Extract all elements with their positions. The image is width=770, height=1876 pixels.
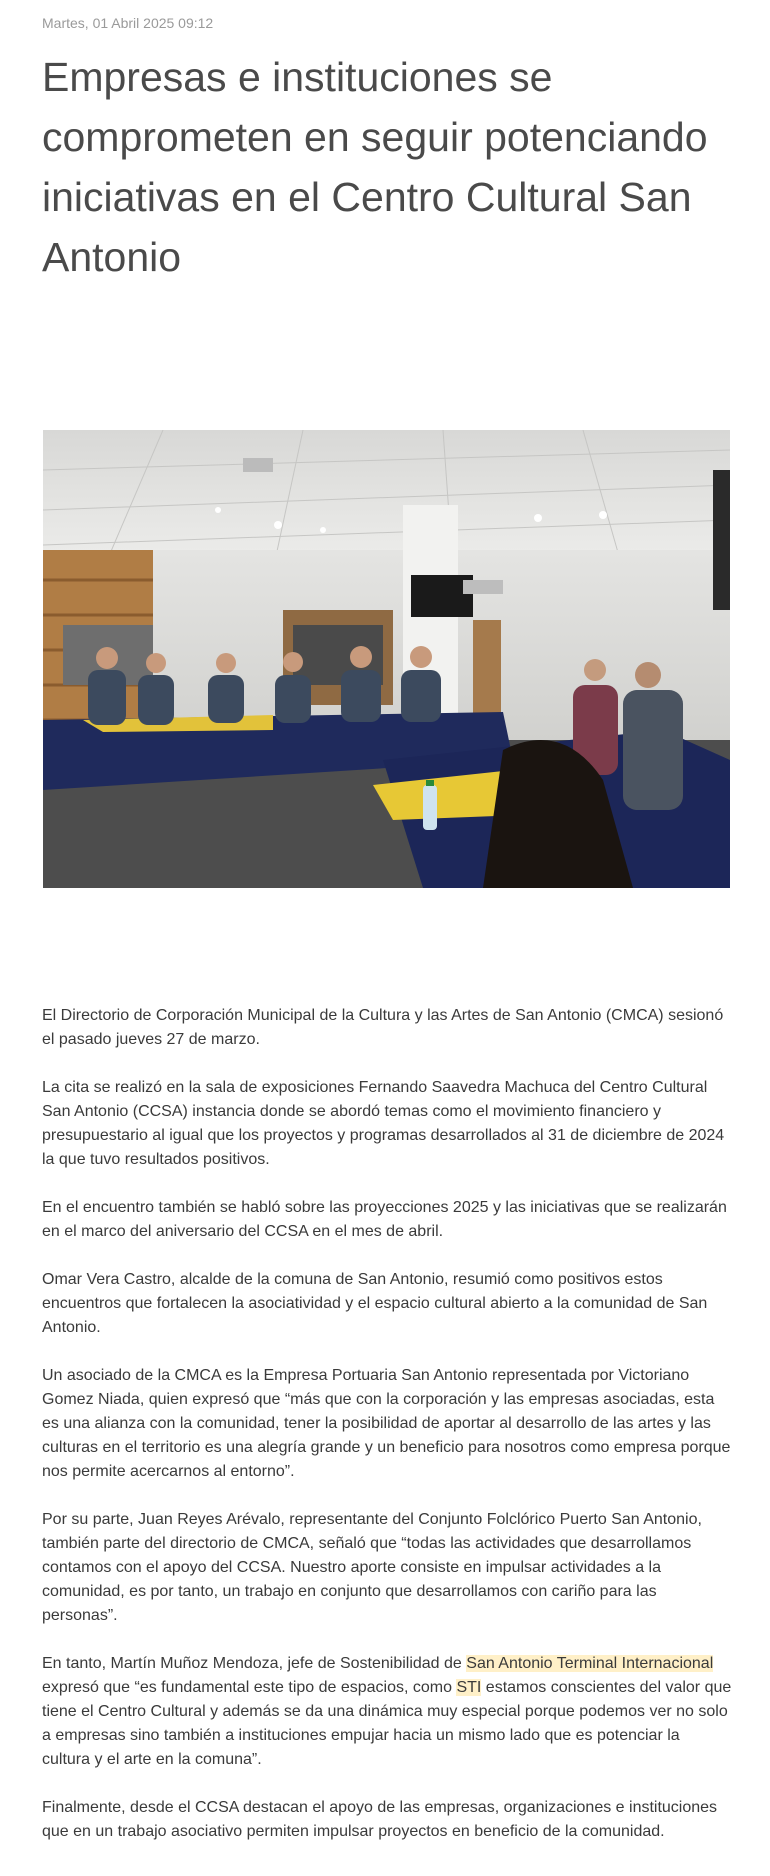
paragraph: La cita se realizó en la sala de exposiciones Fernando Saavedra Machuca del Centro Cultural San Antonio (CCSA) instancia donde se abordó temas como el movimiento financiero y presupuestario al igual que los proyectos y programas desarrollados al 31 de diciembre de 2024 la que tuvo resultados positivos. — [42, 1079, 725, 1168]
paragraph-text: estamos conscientes del valor que tiene el Centro Cultural y además se da una dinámica muy especial porque podemos ver no solo a empresas sino también a instituciones empujar hacia un mismo lado que es potenciar la cultura y el arte en la comuna”. — [42, 1679, 732, 1768]
paragraph: Finalmente, desde el CCSA destacan el apoyo de las empresas, organizaciones e instituciones que en un trabajo asociativo permiten impulsar proyectos en beneficio de la comunidad. — [42, 1799, 718, 1840]
paragraph: El Directorio de Corporación Municipal de la Cultura y las Artes de San Antonio (CMCA) sesionó el pasado jueves 27 de marzo. — [42, 1007, 724, 1048]
paragraph: Un asociado de la CMCA es la Empresa Portuaria San Antonio representada por Victoriano Gomez Niada, quien expresó que “más que con la corporación y las empresas asociadas, esta es una alianza con la comunidad, tener la posibilidad de aportar al desarrollo de las artes y las culturas en el territorio es una alegría grande y un beneficio para nosotros como empresa porque nos permite acercarnos al entorno”. — [42, 1367, 731, 1480]
paragraph-text: En tanto, Martín Muñoz Mendoza, jefe de Sostenibilidad de — [42, 1655, 467, 1672]
paragraph: Omar Vera Castro, alcalde de la comuna de San Antonio, resumió como positivos estos encuentros que fortalecen la asociatividad y el espacio cultural abierto a la comunidad de San Antonio. — [42, 1271, 708, 1336]
article-title: Empresas e instituciones se comprometen en seguir potenciando iniciativas en el Centro Cultural San Antonio — [42, 54, 708, 280]
highlighted-term: STI — [456, 1679, 482, 1696]
article-date: Martes, 01 Abril 2025 09:12 — [42, 15, 214, 31]
paragraph — [42, 1652, 732, 1772]
paragraph: Por su parte, Juan Reyes Arévalo, representante del Conjunto Folclórico Puerto San Antonio, también parte del directorio de CMCA, señaló que “todas las actividades que desarrollamos contamos con el apoyo del CCSA. Nuestro aporte consiste en impulsar actividades a la comunidad, es por tanto, un trabajo en conjunto que desarrollamos con cariño para las personas”. — [42, 1511, 702, 1624]
highlighted-term: San Antonio Terminal Internacional — [466, 1655, 714, 1672]
article-photo — [43, 430, 730, 888]
paragraph: En el encuentro también se habló sobre las proyecciones 2025 y las iniciativas que se realizarán en el marco del aniversario del CCSA en el mes de abril. — [42, 1199, 727, 1240]
article-body — [42, 1004, 732, 1868]
paragraph-text: expresó que “es fundamental este tipo de espacios, como — [42, 1679, 457, 1696]
